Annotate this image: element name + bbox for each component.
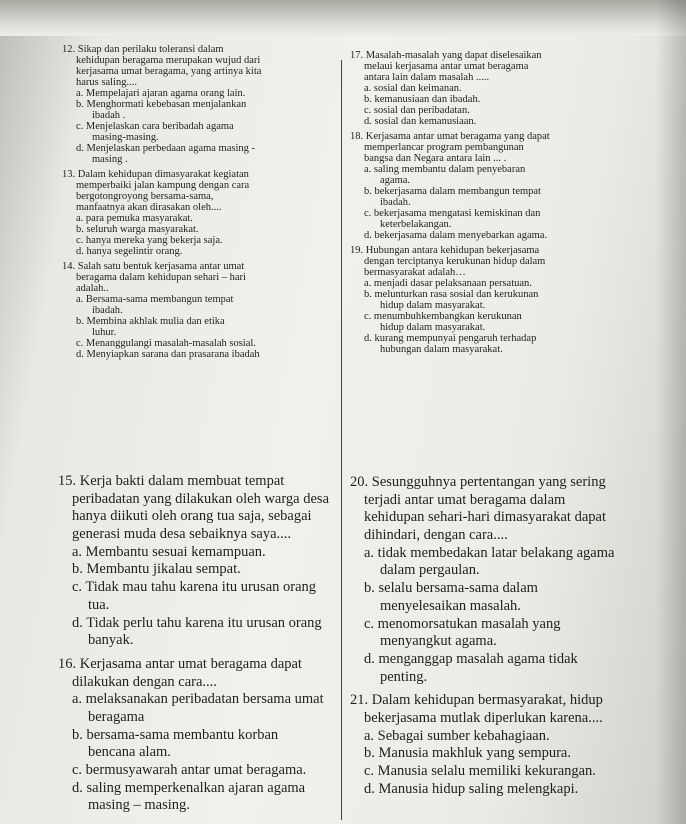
answer-option: b. Manusia makhluk yang sempura. — [364, 745, 571, 762]
question-text-line: dihindari, dengan cara.... — [364, 527, 508, 544]
question-gap — [350, 355, 668, 359]
question-text-line: hanya diikuti oleh orang tua saja, sebagai — [72, 508, 312, 525]
question-text-line: dilakukan dengan cara.... — [72, 673, 217, 690]
answer-option: d. Menyiapkan sarana dan prasarana ibadah — [76, 349, 260, 361]
question-q13 — [62, 169, 337, 257]
question-text-line: 18. Kerjasama antar umat beragama yang dapat — [350, 131, 550, 143]
question-text-line: 19. Hubungan antara kehidupan bekerjasama — [350, 245, 540, 257]
answer-option: d. Tidak perlu tahu karena itu urusan orang — [72, 614, 322, 631]
page-fold-shadow — [0, 0, 686, 36]
answer-option: a. Sebagai sumber kebahagiaan. — [364, 727, 550, 744]
answer-option: a. tidak membedakan latar belakang agama — [364, 544, 615, 561]
answer-option: d. bekerjasama dalam menyebarkan agama. — [364, 230, 548, 242]
question-text-line: beragama dalam kehidupan sehari – hari — [76, 272, 246, 284]
answer-option: a. Membantu sesuai kemampuan. — [72, 543, 266, 560]
answer-option: b. melunturkan rasa sosial dan kerukunan — [364, 289, 539, 301]
answer-option-continuation: menyangkut agama. — [380, 633, 497, 650]
answer-option-continuation: masing – masing. — [88, 797, 190, 814]
question-text-line: 20. Sesungguhnya pertentangan yang sering — [350, 474, 606, 490]
answer-option: d. Manusia hidup saling melengkapi. — [364, 780, 579, 797]
answer-option: b. seluruh warga masyarakat. — [76, 224, 199, 236]
answer-option-continuation: ibadah. — [380, 197, 411, 209]
question-gap — [62, 360, 337, 364]
question-text-line: adalah.. — [76, 283, 109, 295]
answer-option: b. Menghormati kebebasan menjalankan — [76, 99, 247, 111]
right-column-top — [350, 50, 668, 359]
answer-option: a. Bersama-sama membangun tempat — [76, 294, 234, 306]
answer-option: c. sosial dan peribadatan. — [364, 105, 470, 117]
left-column-top — [62, 44, 337, 364]
answer-option: c. Menanggulangi masalah-masalah sosial. — [76, 338, 256, 350]
answer-option: c. menomorsatukan masalah yang — [364, 615, 561, 632]
question-gap — [58, 815, 343, 821]
right-column-bottom — [350, 474, 670, 804]
question-text-line: melaui kerjasama antar umat beragama — [364, 61, 529, 73]
question-text-line: peribadatan yang dilakukan oleh warga desa — [72, 490, 330, 507]
answer-option: d. saling memperkenalkan ajaran agama — [72, 779, 306, 796]
answer-option-continuation: luhur. — [92, 327, 117, 339]
question-text-line: harus saling.... — [76, 77, 137, 89]
answer-option-continuation: bencana alam. — [88, 744, 171, 761]
question-q15 — [58, 473, 343, 650]
answer-option-continuation: masing . — [92, 154, 128, 166]
question-text-line: 14. Salah satu bentuk kerjasama antar umat — [62, 261, 245, 273]
question-text-line: 15. Kerja bakti dalam membuat tempat — [58, 473, 285, 489]
left-column-bottom — [58, 473, 343, 821]
question-q19 — [350, 245, 668, 355]
question-q17 — [350, 50, 668, 127]
question-text-line: bekerjasama mutlak diperlukan karena.... — [364, 709, 603, 726]
answer-option-continuation: hidup dalam masyarakat. — [380, 322, 486, 334]
answer-option: b. selalu bersama-sama dalam — [364, 580, 538, 597]
answer-option: c. hanya mereka yang bekerja saja. — [76, 235, 223, 247]
question-text-line: 16. Kerjasama antar umat beragama dapat — [58, 655, 302, 672]
answer-option: a. menjadi dasar pelaksanaan persatuan. — [364, 278, 532, 290]
answer-option: a. saling membantu dalam penyebaran — [364, 164, 526, 176]
question-text-line: bergotongroyong bersama-sama, — [76, 191, 214, 203]
answer-option-continuation: keterbelakangan. — [380, 219, 452, 231]
question-q16 — [58, 656, 343, 815]
answer-option: d. kurang mempunyai pengaruh terhadap — [364, 333, 537, 345]
question-text-line: antara lain dalam masalah ..... — [364, 72, 490, 84]
question-q21 — [350, 692, 670, 798]
question-gap — [350, 798, 670, 804]
answer-option: c. menumbuhkembangkan kerukunan — [364, 311, 522, 323]
question-text-line: dengan terciptanya kerukunan hidup dalam — [364, 256, 546, 268]
answer-option: d. hanya segelintir orang. — [76, 246, 183, 258]
question-text-line: kehidupan sehari-hari dimasyarakat dapat — [364, 509, 606, 526]
question-text-line: 12. Sikap dan perilaku toleransi dalam — [62, 44, 224, 55]
question-text-line: kerjasama umat beragama, yang artinya kita — [76, 66, 262, 78]
answer-option: b. Membantu jikalau sempat. — [72, 561, 241, 578]
question-text-line: generasi muda desa sebaiknya saya.... — [72, 526, 292, 543]
answer-option: a. sosial dan keimanan. — [364, 83, 462, 95]
answer-option-continuation: beragama — [88, 708, 145, 725]
answer-option-continuation: tua. — [88, 596, 110, 613]
answer-option-continuation: hubungan dalam masyarakat. — [380, 344, 503, 356]
answer-option: d. menganggap masalah agama tidak — [364, 650, 578, 667]
question-q12 — [62, 44, 337, 165]
question-text-line: memperbaiki jalan kampung dengan cara — [76, 180, 250, 192]
answer-option-continuation: penting. — [380, 668, 428, 685]
answer-option: b. Membina akhlak mulia dan etika — [76, 316, 225, 328]
question-text-line: terjadi antar umat beragama dalam — [364, 491, 566, 508]
question-text-line: bangsa dan Negara antara lain ... . — [364, 153, 507, 165]
answer-option-continuation: ibadah. — [92, 305, 123, 317]
question-text-line: 17. Masalah-masalah yang dapat diselesaikan — [350, 50, 542, 61]
question-text-line: memperlancar program pembangunan — [364, 142, 524, 154]
question-q20 — [350, 474, 670, 686]
answer-option: a. melaksanakan peribadatan bersama umat — [72, 691, 324, 708]
question-text-line: 21. Dalam kehidupan bermasyarakat, hidup — [350, 692, 603, 709]
answer-option-continuation: agama. — [380, 175, 411, 187]
answer-option: d. sosial dan kemanusiaan. — [364, 116, 477, 128]
answer-option-continuation: hidup dalam masyarakat. — [380, 300, 486, 312]
answer-option-continuation: menyelesaikan masalah. — [380, 597, 521, 614]
question-text-line: 13. Dalam kehidupan dimasyarakat kegiatan — [62, 169, 249, 181]
answer-option: b. bersama-sama membantu korban — [72, 726, 279, 743]
answer-option: a. para pemuka masyarakat. — [76, 213, 193, 225]
answer-option: a. Mempelajari ajaran agama orang lain. — [76, 88, 246, 100]
answer-option-continuation: masing-masing. — [92, 132, 159, 144]
answer-option: c. Tidak mau tahu karena itu urusan orang — [72, 579, 317, 596]
answer-option-continuation: dalam pergaulan. — [380, 562, 480, 579]
answer-option-continuation: banyak. — [88, 632, 134, 649]
answer-option: c. Menjelaskan cara beribadah agama — [76, 121, 234, 133]
answer-option: b. kemanusiaan dan ibadah. — [364, 94, 481, 106]
question-text-line: manfaatnya akan dirasakan oleh.... — [76, 202, 222, 214]
question-text-line: bermasyarakat adalah… — [364, 267, 466, 279]
question-text-line: kehidupan beragama merupakan wujud dari — [76, 55, 261, 67]
question-q18 — [350, 131, 668, 241]
answer-option: b. bekerjasama dalam membangun tempat — [364, 186, 541, 198]
answer-option: c. Manusia selalu memiliki kekurangan. — [364, 763, 596, 779]
answer-option-continuation: ibadah . — [92, 110, 126, 122]
answer-option: c. bermusyawarah antar umat beragama. — [72, 762, 307, 778]
answer-option: d. Menjelaskan perbedaan agama masing - — [76, 143, 256, 155]
answer-option: c. bekerjasama mengatasi kemiskinan dan — [364, 208, 541, 220]
question-q14 — [62, 261, 337, 360]
